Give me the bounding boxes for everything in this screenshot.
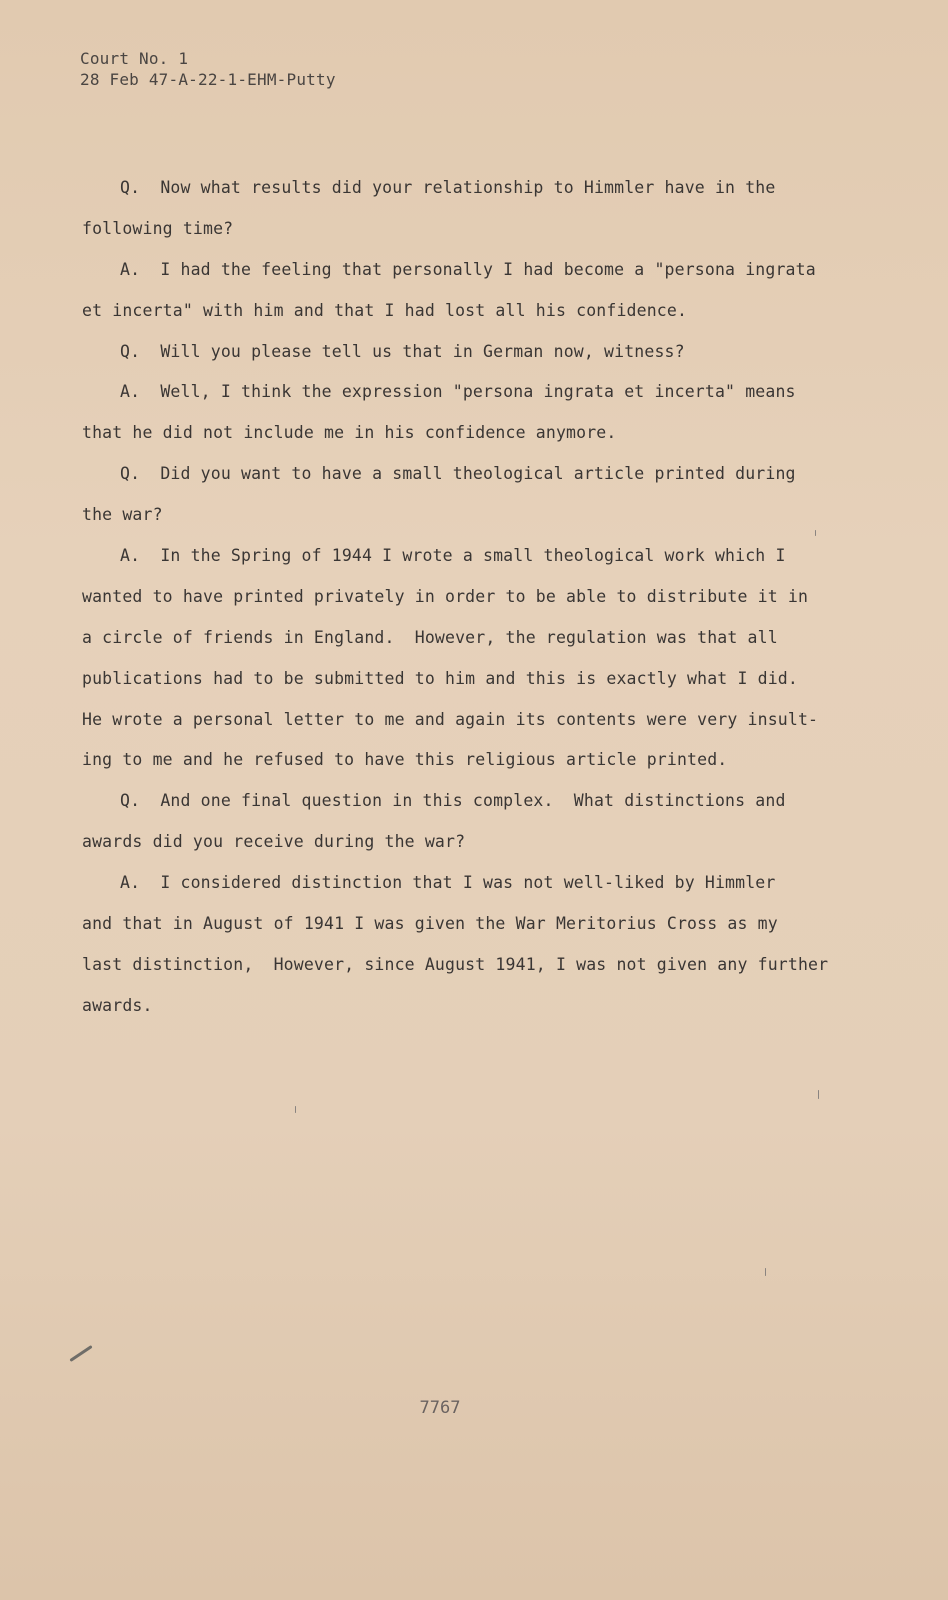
transcript-line: awards did you receive during the war? xyxy=(82,832,466,852)
transcript-line: a circle of friends in England. However, the regulation was that all xyxy=(82,627,778,647)
transcript-line: Q. Did you want to have a small theological article printed during xyxy=(120,464,796,484)
transcript-line: the war? xyxy=(82,505,163,525)
court-number: Court No. 1 xyxy=(80,49,189,68)
transcript-line: Q. Now what results did your relationship to Himmler have in the xyxy=(120,178,776,197)
transcript-line: A. In the Spring of 1944 I wrote a small theological work which I xyxy=(120,546,786,566)
transcript-line: He wrote a personal letter to me and again its contents were very insult- xyxy=(82,709,819,729)
document-header xyxy=(80,48,336,90)
transcript-reference: 28 Feb 47-A-22-1-EHM-Putty xyxy=(80,70,336,89)
page-number: 7767 xyxy=(419,1398,461,1418)
transcript-line: that he did not include me in his confidence anymore. xyxy=(82,423,617,443)
transcript-line: following time? xyxy=(82,218,234,238)
transcript-line: last distinction, However, since August 1941, I was not given any further xyxy=(82,954,829,974)
paper-speck xyxy=(295,1106,296,1113)
transcript-body xyxy=(82,168,862,1027)
transcript-line: A. I had the feeling that personally I had become a "persona ingrata xyxy=(120,259,816,279)
transcript-line: wanted to have printed privately in order to be able to distribute it in xyxy=(82,586,809,606)
transcript-line: Q. Will you please tell us that in German now, witness? xyxy=(120,341,685,361)
transcript-line: et incerta" with him and that I had lost all his confidence. xyxy=(82,300,688,320)
paper-speck xyxy=(765,1268,766,1276)
transcript-line: ing to me and he refused to have this religious article printed. xyxy=(82,750,728,770)
paper-speck xyxy=(815,530,816,536)
transcript-line: A. I considered distinction that I was not well-liked by Himmler xyxy=(120,873,776,893)
transcript-line: awards. xyxy=(82,995,153,1015)
transcript-line: and that in August of 1941 I was given the War Meritorius Cross as my xyxy=(82,914,778,934)
paper-speck xyxy=(818,1090,819,1099)
pencil-mark xyxy=(69,1345,92,1362)
transcript-line: Q. And one final question in this complex. What distinctions and xyxy=(120,791,786,811)
transcript-line: A. Well, I think the expression "persona ingrata et incerta" means xyxy=(120,382,796,402)
transcript-line: publications had to be submitted to him and this is exactly what I did. xyxy=(82,668,798,688)
